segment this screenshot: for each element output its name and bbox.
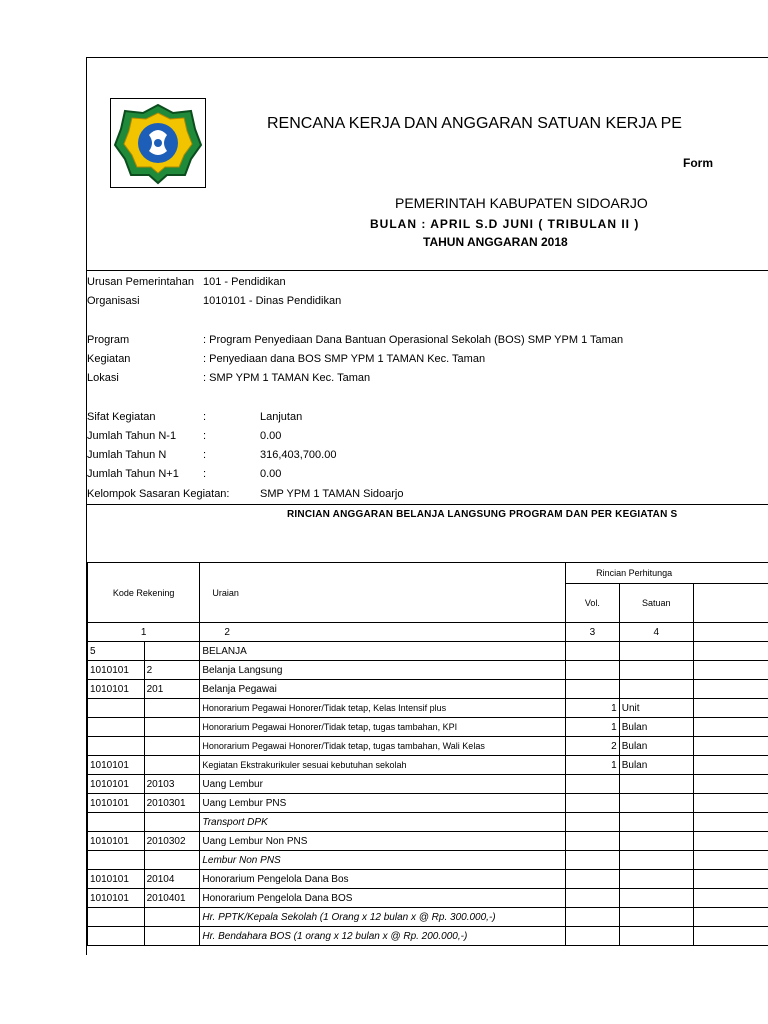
blank-cell: [693, 680, 768, 699]
vol-cell: [566, 870, 620, 889]
blank-cell: [693, 870, 768, 889]
uraian-cell: Uang Lembur PNS: [200, 794, 566, 813]
kode-rekening-1: [88, 927, 145, 946]
kode-rekening-2: [144, 813, 200, 832]
col-number-blank: [693, 623, 768, 642]
vol-cell: [566, 813, 620, 832]
satuan-cell: [619, 813, 693, 832]
satuan-cell: [619, 908, 693, 927]
header-uraian: Uraian: [200, 563, 566, 623]
table-row: [88, 737, 768, 756]
program-value: : Program Penyediaan Dana Bantuan Operasional Sekolah (BOS) SMP YPM 1 Taman: [203, 334, 624, 346]
header-blank: [693, 584, 768, 623]
blank-cell: [693, 832, 768, 851]
satuan-cell: [619, 870, 693, 889]
blank-cell: [693, 756, 768, 775]
kode-rekening-2: [144, 642, 200, 661]
document-title: RENCANA KERJA DAN ANGGARAN SATUAN KERJA PE: [267, 115, 682, 132]
table-row: [88, 718, 768, 737]
kode-rekening-2: [144, 908, 200, 927]
col-number-1: 1: [88, 623, 200, 642]
uraian-cell: BELANJA: [200, 642, 566, 661]
table-row: [88, 851, 768, 870]
kode-rekening-2: [144, 737, 200, 756]
kegiatan-value: : Penyediaan dana BOS SMP YPM 1 TAMAN Kec. Taman: [203, 353, 486, 365]
budget-table: [87, 562, 768, 946]
col-number-2: 2: [200, 623, 566, 642]
program-label: Program: [87, 334, 130, 346]
n-colon: :: [203, 449, 207, 461]
government-name: PEMERINTAH KABUPATEN SIDOARJO: [395, 195, 648, 211]
organisasi-label: Organisasi: [87, 295, 140, 307]
blank-cell: [693, 642, 768, 661]
blank-cell: [693, 661, 768, 680]
kode-rekening-1: 1010101: [88, 889, 145, 908]
lokasi-label: Lokasi: [87, 372, 119, 384]
satuan-cell: Bulan: [619, 718, 693, 737]
regency-emblem-icon: [111, 99, 205, 187]
kode-rekening-2: [144, 756, 200, 775]
sifat-value: Lanjutan: [260, 411, 303, 423]
uraian-cell: Transport DPK: [200, 813, 566, 832]
kode-rekening-2: 2010401: [144, 889, 200, 908]
vol-cell: [566, 661, 620, 680]
vol-cell: [566, 642, 620, 661]
satuan-cell: [619, 680, 693, 699]
col-number-4: 4: [619, 623, 693, 642]
vol-cell: 1: [566, 718, 620, 737]
uraian-cell: Honorarium Pegawai Honorer/Tidak tetap, Kelas Intensif plus: [200, 699, 566, 718]
sifat-label: Sifat Kegiatan: [87, 411, 156, 423]
vol-cell: [566, 927, 620, 946]
sifat-colon: :: [203, 411, 207, 423]
blank-cell: [693, 794, 768, 813]
vol-cell: 1: [566, 699, 620, 718]
vol-cell: [566, 832, 620, 851]
kode-rekening-2: [144, 699, 200, 718]
n-minus-label: Jumlah Tahun N-1: [87, 430, 177, 442]
kode-rekening-2: 201: [144, 680, 200, 699]
kode-rekening-2: 2010301: [144, 794, 200, 813]
kode-rekening-2: [144, 718, 200, 737]
blank-cell: [693, 718, 768, 737]
period-text: BULAN : APRIL S.D JUNI ( TRIBULAN II ): [370, 217, 640, 231]
satuan-cell: [619, 642, 693, 661]
n-plus-value: 0.00: [260, 468, 282, 480]
kode-rekening-1: 1010101: [88, 680, 145, 699]
satuan-cell: [619, 661, 693, 680]
vol-cell: [566, 775, 620, 794]
satuan-cell: [619, 851, 693, 870]
kode-rekening-1: 1010101: [88, 661, 145, 680]
n-value: 316,403,700.00: [260, 449, 337, 461]
table-row: [88, 661, 768, 680]
kode-rekening-1: 1010101: [88, 794, 145, 813]
urusan-value: 101 - Pendidikan: [203, 276, 286, 288]
table-row: [88, 813, 768, 832]
kode-rekening-1: [88, 737, 145, 756]
header-vol: Vol.: [566, 584, 620, 623]
sasaran-label: Kelompok Sasaran Kegiatan:: [87, 488, 230, 500]
form-label: Form: [683, 156, 713, 170]
vol-cell: [566, 794, 620, 813]
kode-rekening-1: 1010101: [88, 756, 145, 775]
satuan-cell: Unit: [619, 699, 693, 718]
table-row: [88, 832, 768, 851]
blank-cell: [693, 908, 768, 927]
satuan-cell: [619, 832, 693, 851]
uraian-cell: Hr. Bendahara BOS (1 orang x 12 bulan x @ Rp. 200.000,-): [200, 927, 566, 946]
uraian-cell: Hr. PPTK/Kepala Sekolah (1 Orang x 12 bulan x @ Rp. 300.000,-): [200, 908, 566, 927]
uraian-cell: Kegiatan Ekstrakurikuler sesuai kebutuhan sekolah: [200, 756, 566, 775]
uraian-cell: Uang Lembur Non PNS: [200, 832, 566, 851]
blank-cell: [693, 889, 768, 908]
kode-rekening-1: [88, 851, 145, 870]
table-row: [88, 794, 768, 813]
kode-rekening-2: 2010302: [144, 832, 200, 851]
kode-rekening-1: [88, 718, 145, 737]
vol-cell: 1: [566, 756, 620, 775]
kode-rekening-1: 5: [88, 642, 145, 661]
n-minus-value: 0.00: [260, 430, 282, 442]
uraian-cell: Honorarium Pegawai Honorer/Tidak tetap, tugas tambahan, KPI: [200, 718, 566, 737]
satuan-cell: Bulan: [619, 756, 693, 775]
kode-rekening-2: [144, 927, 200, 946]
blank-cell: [693, 737, 768, 756]
kode-rekening-2: 20103: [144, 775, 200, 794]
section-title: RINCIAN ANGGARAN BELANJA LANGSUNG PROGRAM DAN PER KEGIATAN S: [287, 509, 678, 520]
uraian-cell: Honorarium Pegawai Honorer/Tidak tetap, tugas tambahan, Wali Kelas: [200, 737, 566, 756]
uraian-cell: Uang Lembur: [200, 775, 566, 794]
uraian-cell: Honorarium Pengelola Dana Bos: [200, 870, 566, 889]
kegiatan-label: Kegiatan: [87, 353, 131, 365]
kode-rekening-2: [144, 851, 200, 870]
lokasi-value: : SMP YPM 1 TAMAN Kec. Taman: [203, 372, 371, 384]
n-plus-colon: :: [203, 468, 207, 480]
budget-sheet: [86, 57, 768, 955]
uraian-cell: Honorarium Pengelola Dana BOS: [200, 889, 566, 908]
kode-rekening-1: 1010101: [88, 775, 145, 794]
blank-cell: [693, 775, 768, 794]
blank-cell: [693, 699, 768, 718]
table-row: [88, 775, 768, 794]
vol-cell: [566, 889, 620, 908]
table-row: [88, 680, 768, 699]
organisasi-value: 1010101 - Dinas Pendidikan: [203, 295, 342, 307]
fiscal-year: TAHUN ANGGARAN 2018: [423, 235, 568, 249]
sasaran-value: SMP YPM 1 TAMAN Sidoarjo: [260, 488, 404, 500]
uraian-cell: Belanja Langsung: [200, 661, 566, 680]
satuan-cell: Bulan: [619, 737, 693, 756]
col-number-3: 3: [566, 623, 620, 642]
table-row: [88, 908, 768, 927]
kode-rekening-2: 2: [144, 661, 200, 680]
uraian-cell: Lembur Non PNS: [200, 851, 566, 870]
n-plus-label: Jumlah Tahun N+1: [87, 468, 179, 480]
urusan-label: Urusan Pemerintahan: [87, 276, 195, 288]
kode-rekening-1: [88, 699, 145, 718]
table-row: [88, 756, 768, 775]
kode-rekening-2: 20104: [144, 870, 200, 889]
divider: [87, 504, 768, 505]
kode-rekening-1: [88, 813, 145, 832]
vol-cell: [566, 680, 620, 699]
blank-cell: [693, 927, 768, 946]
header-satuan: Satuan: [619, 584, 693, 623]
regency-logo: [110, 98, 206, 188]
kode-rekening-1: 1010101: [88, 870, 145, 889]
table-row: [88, 889, 768, 908]
blank-cell: [693, 813, 768, 832]
blank-cell: [693, 851, 768, 870]
n-minus-colon: :: [203, 430, 207, 442]
table-row: [88, 927, 768, 946]
table-row: [88, 870, 768, 889]
satuan-cell: [619, 927, 693, 946]
uraian-cell: Belanja Pegawai: [200, 680, 566, 699]
satuan-cell: [619, 889, 693, 908]
header-rincian: Rincian Perhitunga: [566, 563, 768, 584]
table-row: [88, 699, 768, 718]
vol-cell: 2: [566, 737, 620, 756]
kode-rekening-1: [88, 908, 145, 927]
satuan-cell: [619, 775, 693, 794]
satuan-cell: [619, 794, 693, 813]
n-label: Jumlah Tahun N: [87, 449, 167, 461]
table-row: [88, 642, 768, 661]
header-kode-rekening: Kode Rekening: [88, 563, 200, 623]
kode-rekening-1: 1010101: [88, 832, 145, 851]
divider: [87, 270, 768, 271]
vol-cell: [566, 908, 620, 927]
vol-cell: [566, 851, 620, 870]
